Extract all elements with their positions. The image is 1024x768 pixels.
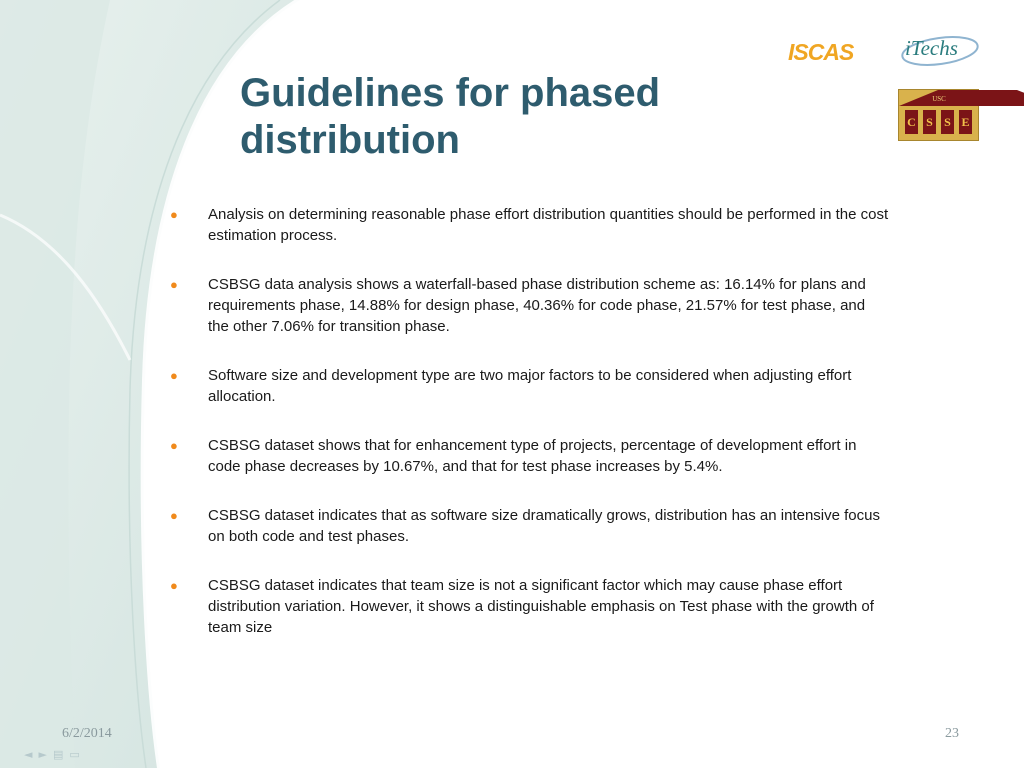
- csse-letter: S: [923, 110, 936, 134]
- slide-title: Guidelines for phased distribution: [240, 71, 661, 162]
- csse-roof-shape: [899, 90, 1024, 106]
- bullet-marker: ●: [170, 207, 178, 222]
- slideshow-nav: [24, 748, 86, 761]
- csse-usc-text: USC: [932, 95, 946, 103]
- back-arrow-icon[interactable]: ◄: [24, 748, 39, 761]
- bullet-item: [170, 435, 890, 477]
- iscas-logo-text: ISCAS: [788, 39, 854, 65]
- bullet-item: [170, 365, 890, 407]
- bullet-text: Software size and development type are two major factors to be considered when adjusting effort allocation.: [208, 367, 852, 405]
- forward-arrow-icon[interactable]: ►: [38, 748, 53, 761]
- bullet-marker: ●: [170, 368, 178, 383]
- csse-letter: S: [941, 110, 954, 134]
- menu-icon[interactable]: ▤: [52, 748, 70, 761]
- bullet-item: [170, 204, 890, 246]
- iscas-logo: [788, 39, 853, 66]
- page-number: 23: [945, 726, 959, 741]
- bullet-text: CSBSG data analysis shows a waterfall-based phase distribution scheme as: 16.14% for plans and requirements phase, 14.88% for design phase, 40.36% for code phase, 21.57% for test phase, and the other 7.06% for transition phase.: [208, 276, 866, 335]
- bullet-item: [170, 505, 890, 547]
- bullet-marker: ●: [170, 277, 178, 292]
- footer-date: 6/2/2014: [62, 726, 112, 741]
- usc-csse-logo: [898, 89, 979, 141]
- csse-letter: C: [905, 110, 918, 134]
- bullet-list: [170, 204, 890, 666]
- bullet-marker: ●: [170, 578, 178, 593]
- bullet-marker: ●: [170, 438, 178, 453]
- itechs-logo: iTechs: [905, 36, 958, 60]
- bullet-item: [170, 575, 890, 638]
- bullet-item: [170, 274, 890, 337]
- bullet-text: CSBSG dataset indicates that as software size dramatically grows, distribution has an intensive focus on both code and test phases.: [208, 507, 880, 545]
- bullet-text: CSBSG dataset indicates that team size is not a significant factor which may cause phase effort distribution variation. However, it shows a distinguishable emphasis on Test phase with the growth of team size: [208, 577, 874, 636]
- csse-letter: E: [959, 110, 972, 134]
- bullet-text: Analysis on determining reasonable phase effort distribution quantities should be performed in the cost estimation process.: [208, 206, 889, 244]
- bullet-text: CSBSG dataset shows that for enhancement type of projects, percentage of development effort in code phase decreases by 10.67%, and that for test phase increases by 5.4%.: [208, 437, 857, 475]
- bullet-marker: ●: [170, 508, 178, 523]
- screen-icon[interactable]: ▭: [69, 748, 86, 761]
